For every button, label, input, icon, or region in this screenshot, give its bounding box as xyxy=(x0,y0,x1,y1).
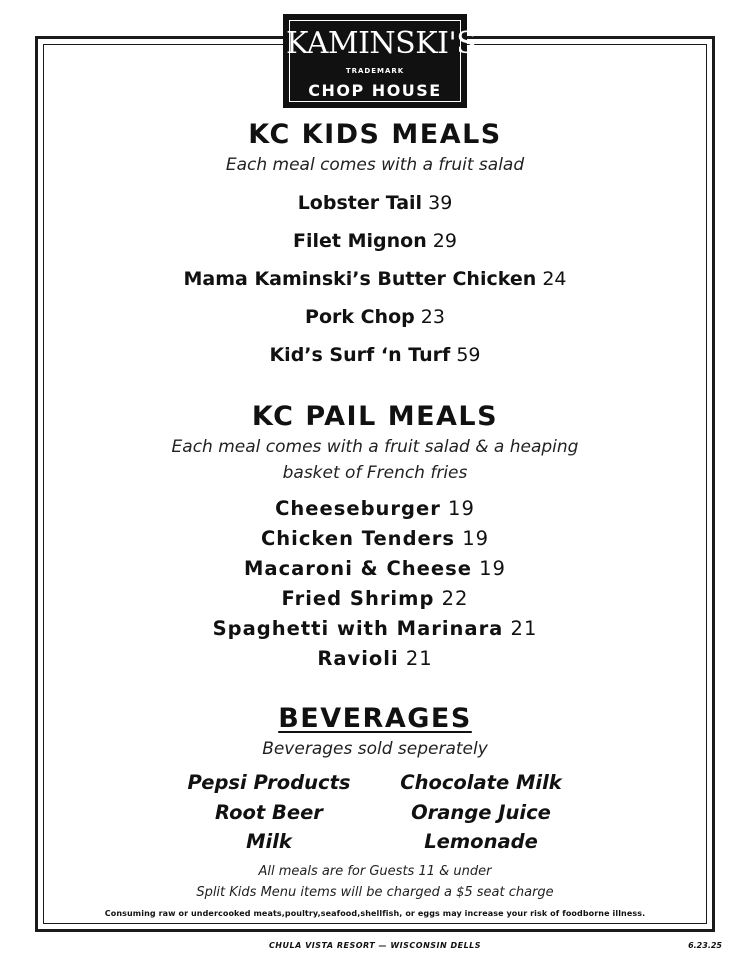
item-name: Chicken Tenders xyxy=(260,527,455,550)
menu-item xyxy=(45,494,705,524)
food-safety-disclaimer: Consuming raw or undercooked meats,poultry,seafood,shellfish, or eggs may increase your risk of foodborne illness. xyxy=(104,908,646,918)
item-price: 21 xyxy=(510,617,538,640)
menu-item xyxy=(45,614,705,644)
beverages-list xyxy=(45,768,705,857)
item-price: 23 xyxy=(420,306,445,328)
item-name: Pork Chop xyxy=(305,306,415,328)
menu-item xyxy=(45,336,705,374)
item-name: Cheeseburger xyxy=(275,497,441,520)
pail-meals-section xyxy=(45,400,705,674)
kids-meals-title: KC KIDS MEALS xyxy=(248,119,502,150)
beverages-title: BEVERAGES xyxy=(278,703,472,734)
beverage-item: Pepsi Products xyxy=(187,771,351,794)
item-name: Mama Kaminski’s Butter Chicken xyxy=(183,268,537,290)
beverage-item: Chocolate Milk xyxy=(400,771,562,794)
logo-trademark: TRADEMARK xyxy=(345,67,405,75)
item-price: 19 xyxy=(448,497,475,520)
age-note: All meals are for Guests 11 & under xyxy=(258,863,492,879)
item-name: Kid’s Surf ‘n Turf xyxy=(269,344,451,366)
logo-subtitle: CHOP HOUSE xyxy=(308,81,442,100)
pail-meals-list xyxy=(45,494,705,674)
beverage-item: Lemonade xyxy=(424,830,538,853)
footer-date: 6.23.25 xyxy=(688,941,722,950)
footer-location: CHULA VISTA RESORT — WISCONSIN DELLS xyxy=(268,941,482,950)
menu-item xyxy=(45,524,705,554)
menu-item xyxy=(45,184,705,222)
item-price: 29 xyxy=(432,230,457,252)
menu-item xyxy=(45,222,705,260)
item-price: 39 xyxy=(428,192,453,214)
menu-item xyxy=(45,298,705,336)
menu-content xyxy=(45,118,705,918)
pail-meals-title: KC PAIL MEALS xyxy=(251,401,499,432)
menu-item xyxy=(45,584,705,614)
beverages-subtitle: Beverages sold seperately xyxy=(262,739,488,759)
restaurant-logo xyxy=(283,14,477,108)
item-price: 19 xyxy=(479,557,506,580)
kids-meals-list xyxy=(45,184,705,374)
kids-meals-subtitle: Each meal comes with a fruit salad xyxy=(225,155,525,175)
item-price: 22 xyxy=(441,587,469,610)
split-charge-note: Split Kids Menu items will be charged a $5 seat charge xyxy=(196,884,554,900)
kids-meals-section xyxy=(45,118,705,374)
beverages-section xyxy=(45,702,705,857)
item-name: Fried Shrimp xyxy=(281,587,435,610)
item-name: Filet Mignon xyxy=(293,230,427,252)
menu-item xyxy=(45,554,705,584)
beverage-item: Root Beer xyxy=(215,800,323,824)
item-price: 19 xyxy=(462,527,490,550)
pail-meals-subtitle-line2: basket of French fries xyxy=(282,463,468,483)
menu-item xyxy=(45,644,705,674)
item-name: Macaroni & Cheese xyxy=(244,557,472,580)
pail-meals-subtitle-line1: Each meal comes with a fruit salad & a heaping xyxy=(171,437,579,457)
beverage-item: Milk xyxy=(246,830,292,853)
menu-item xyxy=(45,260,705,298)
item-price: 24 xyxy=(542,268,567,290)
logo-name: KAMINSKI'S xyxy=(286,26,477,61)
item-name: Lobster Tail xyxy=(297,192,423,214)
item-name: Ravioli xyxy=(317,647,399,670)
beverage-item: Orange Juice xyxy=(411,800,551,824)
item-price: 59 xyxy=(456,344,481,366)
item-name: Spaghetti with Marinara xyxy=(212,617,504,640)
item-price: 21 xyxy=(405,647,433,670)
